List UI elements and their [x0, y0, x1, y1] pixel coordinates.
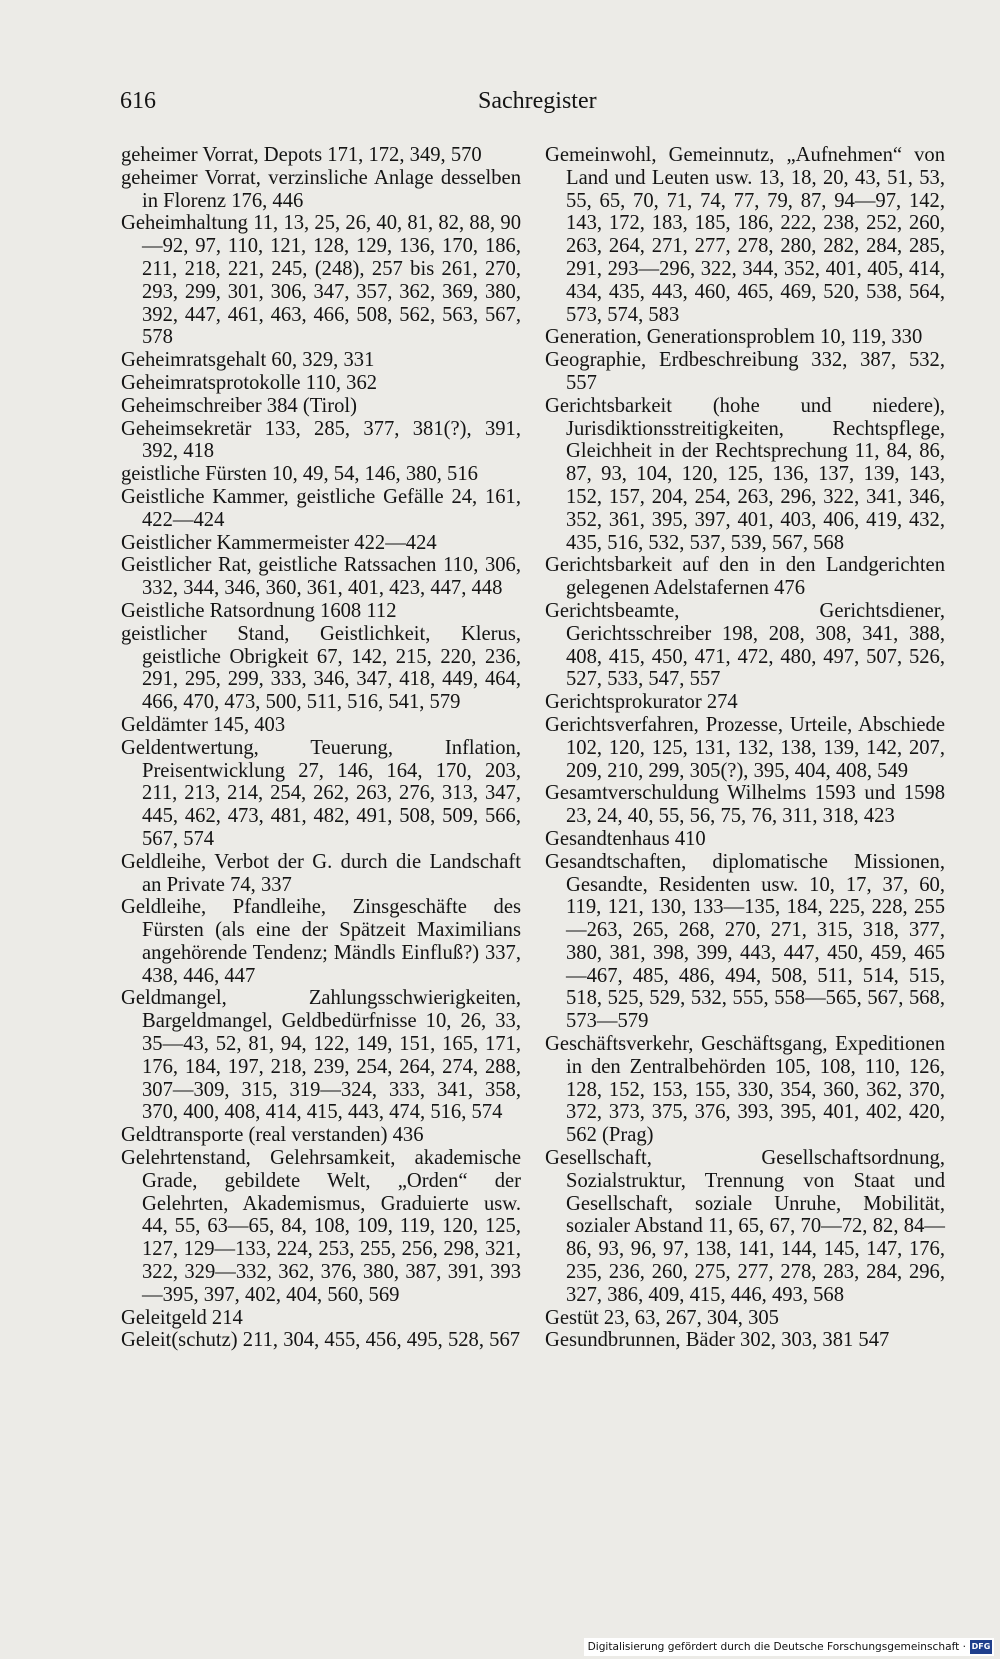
index-entry: Gesandtenhaus 410: [545, 827, 706, 850]
section-title: Sachregister: [478, 88, 597, 114]
index-entry: Gestüt 23, 63, 267, 304, 305: [545, 1306, 779, 1329]
running-head: [120, 88, 944, 124]
index-entry: Geistliche Ratsordnung 1608 112: [121, 599, 397, 622]
index-entry: Geldtransporte (real verstanden) 436: [121, 1124, 424, 1147]
index-entry: Gesandtschaften, diplomatische Missionen, Gesandte, Residenten usw. 10, 17, 37, 60, 119, 121, 130, 133—135, 184, 225, 228, 255—263, 265, 268, 270, 271, 315, 318, 377, 380, 381, 398, 399, 443, 447, 450, 459, 465—467, 485, 486, 494, 508, 511, 514, 515, 518, 525, 529, 532, 555, 558—565, 567, 568, 573—579: [545, 850, 945, 1033]
index-entry: Geleit(schutz) 211, 304, 455, 456, 495, 528, 567: [121, 1329, 521, 1352]
index-column-left: [121, 144, 521, 1352]
index-entry: Gemeinwohl, Gemeinnutz, „Aufnehmen“ von Land und Leuten usw. 13, 18, 20, 43, 51, 53, 55, 65, 70, 71, 74, 77, 79, 87, 94—97, 142, 143, 172, 183, 185, 186, 222, 238, 252, 260, 263, 264, 271, 277, 278, 280, 282, 284, 285, 291, 293—296, 322, 344, 352, 401, 405, 414, 434, 435, 443, 460, 465, 469, 520, 538, 564, 573, 574, 583: [545, 144, 945, 326]
index-entry: geheimer Vorrat, verzinsliche Anlage desselben in Florenz 176, 446: [121, 166, 521, 212]
index-entry: geistlicher Stand, Geistlichkeit, Klerus, geistliche Obrigkeit 67, 142, 215, 220, 236, 291, 295, 299, 333, 346, 347, 418, 449, 464, 466, 470, 473, 500, 511, 516, 541, 579: [121, 622, 521, 714]
digitization-credit: [584, 1638, 994, 1656]
index-entry: Gelehrtenstand, Gelehrsamkeit, akademische Grade, gebildete Welt, „Orden“ der Gelehrten, Akademismus, Graduierte usw. 44, 55, 63—65, 84, 108, 109, 119, 120, 125, 127, 129—133, 224, 253, 255, 256, 298, 321, 322, 329—332, 362, 376, 380, 387, 391, 393—395, 397, 402, 404, 560, 569: [121, 1147, 521, 1306]
index-entry: Geistliche Kammer, geistliche Gefälle 24, 161, 422—424: [121, 485, 521, 531]
index-entry: Geldleihe, Pfandleihe, Zinsgeschäfte des Fürsten (als eine der Spätzeit Maximilians angehörende Tendenz; Mändls Einfluß?) 337, 438, 446, 447: [121, 896, 521, 987]
index-entry: Gerichtsbeamte, Gerichtsdiener, Gerichtsschreiber 198, 208, 308, 341, 388, 408, 415, 450, 471, 472, 480, 497, 507, 526, 527, 533, 547, 557: [545, 599, 945, 691]
index-entry: Gerichtsbarkeit auf den in den Landgerichten gelegenen Adelstafernen 476: [545, 554, 945, 600]
index-entry: Geistlicher Rat, geistliche Ratssachen 110, 306, 332, 344, 346, 360, 361, 401, 423, 447, 448: [121, 554, 521, 600]
index-entry: Gerichtsbarkeit (hohe und niedere), Jurisdiktionsstreitigkeiten, Rechtspflege, Gleichheit in der Rechtsprechung 11, 84, 86, 87, 93, 104, 120, 125, 136, 137, 139, 143, 152, 157, 204, 254, 263, 296, 322, 341, 346, 352, 361, 395, 397, 401, 403, 406, 419, 432, 435, 516, 532, 537, 539, 567, 568: [545, 394, 945, 554]
index-column-right: [545, 144, 945, 1352]
index-entry: Geleitgeld 214: [121, 1306, 243, 1329]
index-entry: Geheimratsprotokolle 110, 362: [121, 371, 378, 394]
index-entry: Geheimschreiber 384 (Tirol): [121, 394, 358, 417]
index-entry: Gerichtsprokurator 274: [545, 691, 738, 714]
credit-text: Digitalisierung gefördert durch die Deutsche Forschungsgemeinschaft ·: [587, 1641, 966, 1653]
index-entry: Geistlicher Kammermeister 422—424: [121, 531, 437, 554]
index-entry: Generation, Generationsproblem 10, 119, 330: [545, 326, 923, 349]
index-entry: Geheimsekretär 133, 285, 377, 381(?), 391, 392, 418: [121, 417, 521, 463]
index-entry: Gesellschaft, Gesellschaftsordnung, Sozialstruktur, Trennung von Staat und Gesellschaft, soziale Unruhe, Mobilität, sozialer Abstand 11, 65, 67, 70—72, 82, 84—86, 93, 96, 97, 138, 141, 144, 145, 147, 176, 235, 236, 260, 275, 277, 278, 283, 284, 296, 327, 386, 409, 415, 446, 493, 568: [545, 1147, 945, 1306]
index-entry: geheimer Vorrat, Depots 171, 172, 349, 570: [121, 144, 482, 166]
dfg-logo-icon: DFG: [970, 1640, 992, 1654]
index-entry: Gesundbrunnen, Bäder 302, 303, 381 547: [545, 1329, 890, 1352]
index-entry: Geheimhaltung 11, 13, 25, 26, 40, 81, 82, 88, 90—92, 97, 110, 121, 128, 129, 136, 170, 186, 211, 218, 221, 245, (248), 257 bis 261, 270, 293, 299, 301, 306, 347, 357, 362, 369, 380, 392, 447, 461, 463, 466, 508, 562, 563, 567, 578: [121, 212, 521, 349]
index-entry: Geographie, Erdbeschreibung 332, 387, 532, 557: [545, 349, 945, 394]
index-entry: geistliche Fürsten 10, 49, 54, 146, 380, 516: [121, 463, 478, 486]
index-entry: Gesamtverschuldung Wilhelms 1593 und 1598 23, 24, 40, 55, 56, 75, 76, 311, 318, 423: [545, 782, 945, 828]
index-entry: Geschäftsverkehr, Geschäftsgang, Expeditionen in den Zentralbehörden 105, 108, 110, 126, 128, 152, 153, 155, 330, 354, 360, 362, 370, 372, 373, 375, 376, 393, 395, 401, 402, 420, 562 (Prag): [545, 1033, 945, 1147]
index-entry: Geldmangel, Zahlungsschwierigkeiten, Bargeldmangel, Geldbedürfnisse 10, 26, 33, 35—43, 52, 81, 94, 122, 149, 151, 165, 171, 176, 184, 197, 218, 239, 254, 264, 274, 288, 307—309, 315, 319—324, 333, 341, 358, 370, 400, 408, 414, 415, 443, 474, 516, 574: [121, 987, 521, 1124]
index-entry: Geldleihe, Verbot der G. durch die Landschaft an Private 74, 337: [121, 850, 521, 896]
page-number: 616: [120, 88, 156, 114]
index-entry: Gerichtsverfahren, Prozesse, Urteile, Abschiede 102, 120, 125, 131, 132, 138, 139, 142, 207, 209, 210, 299, 305(?), 395, 404, 408, 549: [545, 713, 945, 782]
index-entry: Geldentwertung, Teuerung, Inflation, Preisentwicklung 27, 146, 164, 170, 203, 211, 213, 214, 254, 262, 263, 276, 313, 347, 445, 462, 473, 481, 482, 491, 508, 509, 566, 567, 574: [121, 736, 521, 850]
index-entry: Geheimratsgehalt 60, 329, 331: [121, 349, 375, 372]
index-entry: Geldämter 145, 403: [121, 713, 286, 736]
